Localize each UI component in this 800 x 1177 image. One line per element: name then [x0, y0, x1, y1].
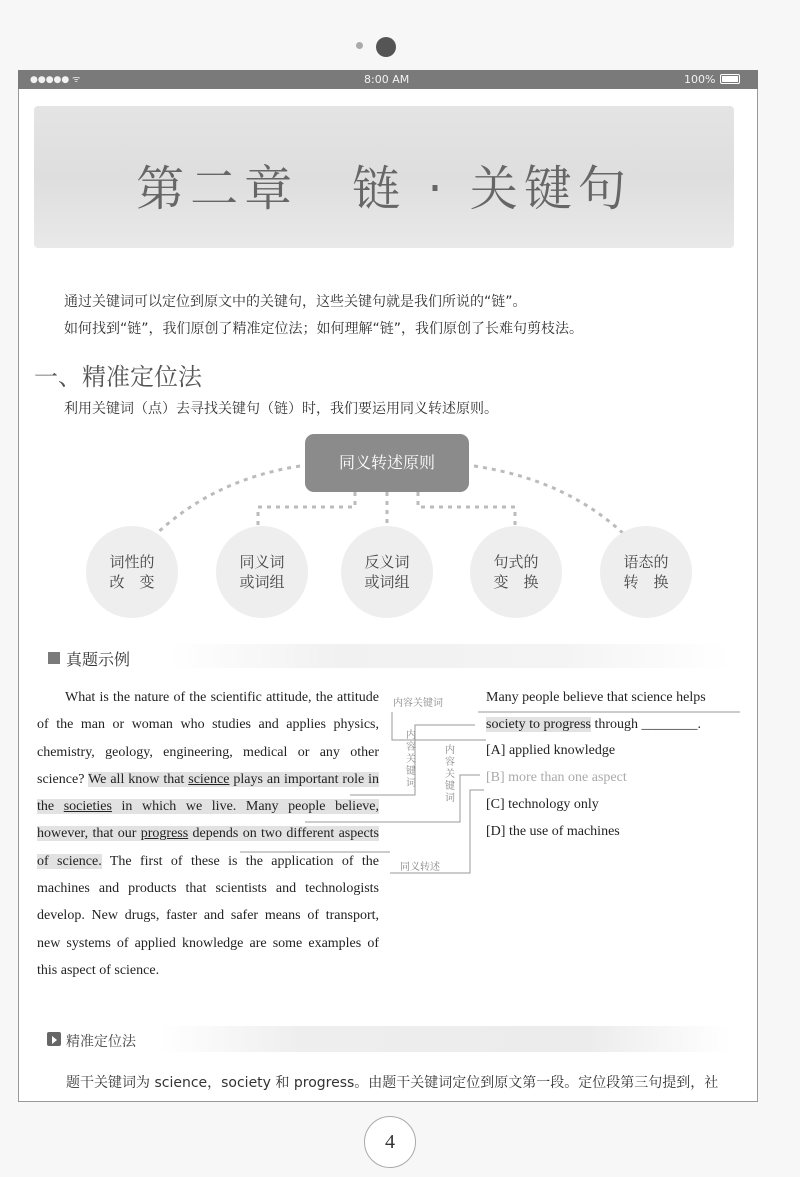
option-text: more than one aspect — [508, 770, 627, 785]
question-keyword-science: science — [631, 690, 673, 705]
battery-percent: 100% — [684, 73, 716, 86]
node-line-1: 反义词 — [364, 553, 410, 571]
question-keyword-progress: progress — [543, 717, 591, 732]
page-number: 4 — [364, 1116, 416, 1168]
option-letter: [C] — [486, 797, 505, 812]
passage-text: We all know that — [88, 771, 189, 787]
keyword-progress: progress — [140, 826, 189, 842]
option-d[interactable] — [486, 824, 620, 840]
keyword-societies: societies — [63, 799, 112, 815]
annotation-top-label: 内容关键词 — [393, 698, 443, 709]
status-time: 8:00 AM — [364, 73, 410, 86]
passage-rest: The first of these is the application of the machines and products that scientists and technologists develop. New drugs, faster and safer means of transport, new systems of applied knowledge are some examples of this aspect of science. — [37, 853, 379, 978]
option-c[interactable] — [486, 797, 599, 813]
play-arrow-icon — [47, 1032, 61, 1046]
annotation-left-vertical: 内容关键词 — [406, 730, 416, 789]
chapter-title: 第二章 链 · 关键句 — [136, 161, 632, 217]
signal-wifi-icon: ●●●●● ᯤ — [30, 75, 81, 85]
intro-line-1: 通过关键词可以定位到原文中的关键句，这些关键句就是我们所说的“链”。 — [64, 294, 527, 310]
node-line-1: 同义词 — [239, 553, 285, 571]
option-text: technology only — [508, 797, 599, 812]
passage-text: in which we live. Many people believe, however, that our — [37, 799, 379, 842]
node-line-2: 变 换 — [493, 573, 539, 591]
passage-text: depends on two different aspects of science. — [37, 826, 380, 869]
node-line-1: 词性的 — [109, 553, 155, 571]
annotation-right-vertical: 内容关键词 — [445, 745, 455, 804]
node-line-2: 转 换 — [623, 573, 669, 591]
option-text: applied knowledge — [508, 743, 616, 758]
question-keyword-society: society — [486, 717, 526, 732]
question-text: helps — [672, 690, 706, 705]
option-a[interactable] — [486, 743, 615, 759]
diagram-center-principle: 同义转述原则 — [305, 434, 469, 492]
annotation-bottom-label: 同义转述 — [400, 862, 440, 873]
question-stem — [486, 684, 744, 738]
intro-line-2: 如何找到“链”，我们原创了精准定位法；如何理解“链”，我们原创了长难句剪枝法。 — [64, 321, 584, 337]
passage-sentence-1: What is the nature of the scientific attitude, the attitude of the man or woman who studies and applies physics, chemistry, geology, engineering, medical or any other science? — [37, 690, 379, 787]
node-line-2: 或词组 — [364, 573, 410, 591]
question-text: Many people believe that — [486, 690, 632, 705]
node-line-2: 改 变 — [109, 573, 155, 591]
node-line-1: 语态的 — [623, 553, 669, 571]
explanation-text: 题干关键词为 science，society 和 progress。由题干关键词定位到原文第一段。定位段第三句提到，社 — [66, 1075, 719, 1091]
method-band — [160, 1026, 730, 1052]
keyword-science: science — [188, 771, 230, 787]
option-letter: [B] — [486, 770, 505, 785]
method-label: 精准定位法 — [66, 1034, 136, 1050]
passage-text: plays an important role in the — [37, 771, 379, 815]
question-text: to — [525, 717, 544, 732]
section-intro: 利用关键词（点）去寻找关键句（链）时，我们要运用同义转述原则。 — [64, 401, 498, 417]
option-b[interactable] — [486, 770, 627, 786]
example-label: 真题示例 — [66, 650, 131, 669]
option-letter: [A] — [486, 743, 506, 758]
section-heading: 一、精准定位法 — [34, 363, 202, 391]
node-line-1: 句式的 — [493, 553, 539, 571]
node-line-2: 或词组 — [239, 573, 285, 591]
option-letter: [D] — [486, 824, 506, 839]
option-text: the use of machines — [508, 824, 620, 839]
question-text: through ________. — [590, 717, 702, 732]
